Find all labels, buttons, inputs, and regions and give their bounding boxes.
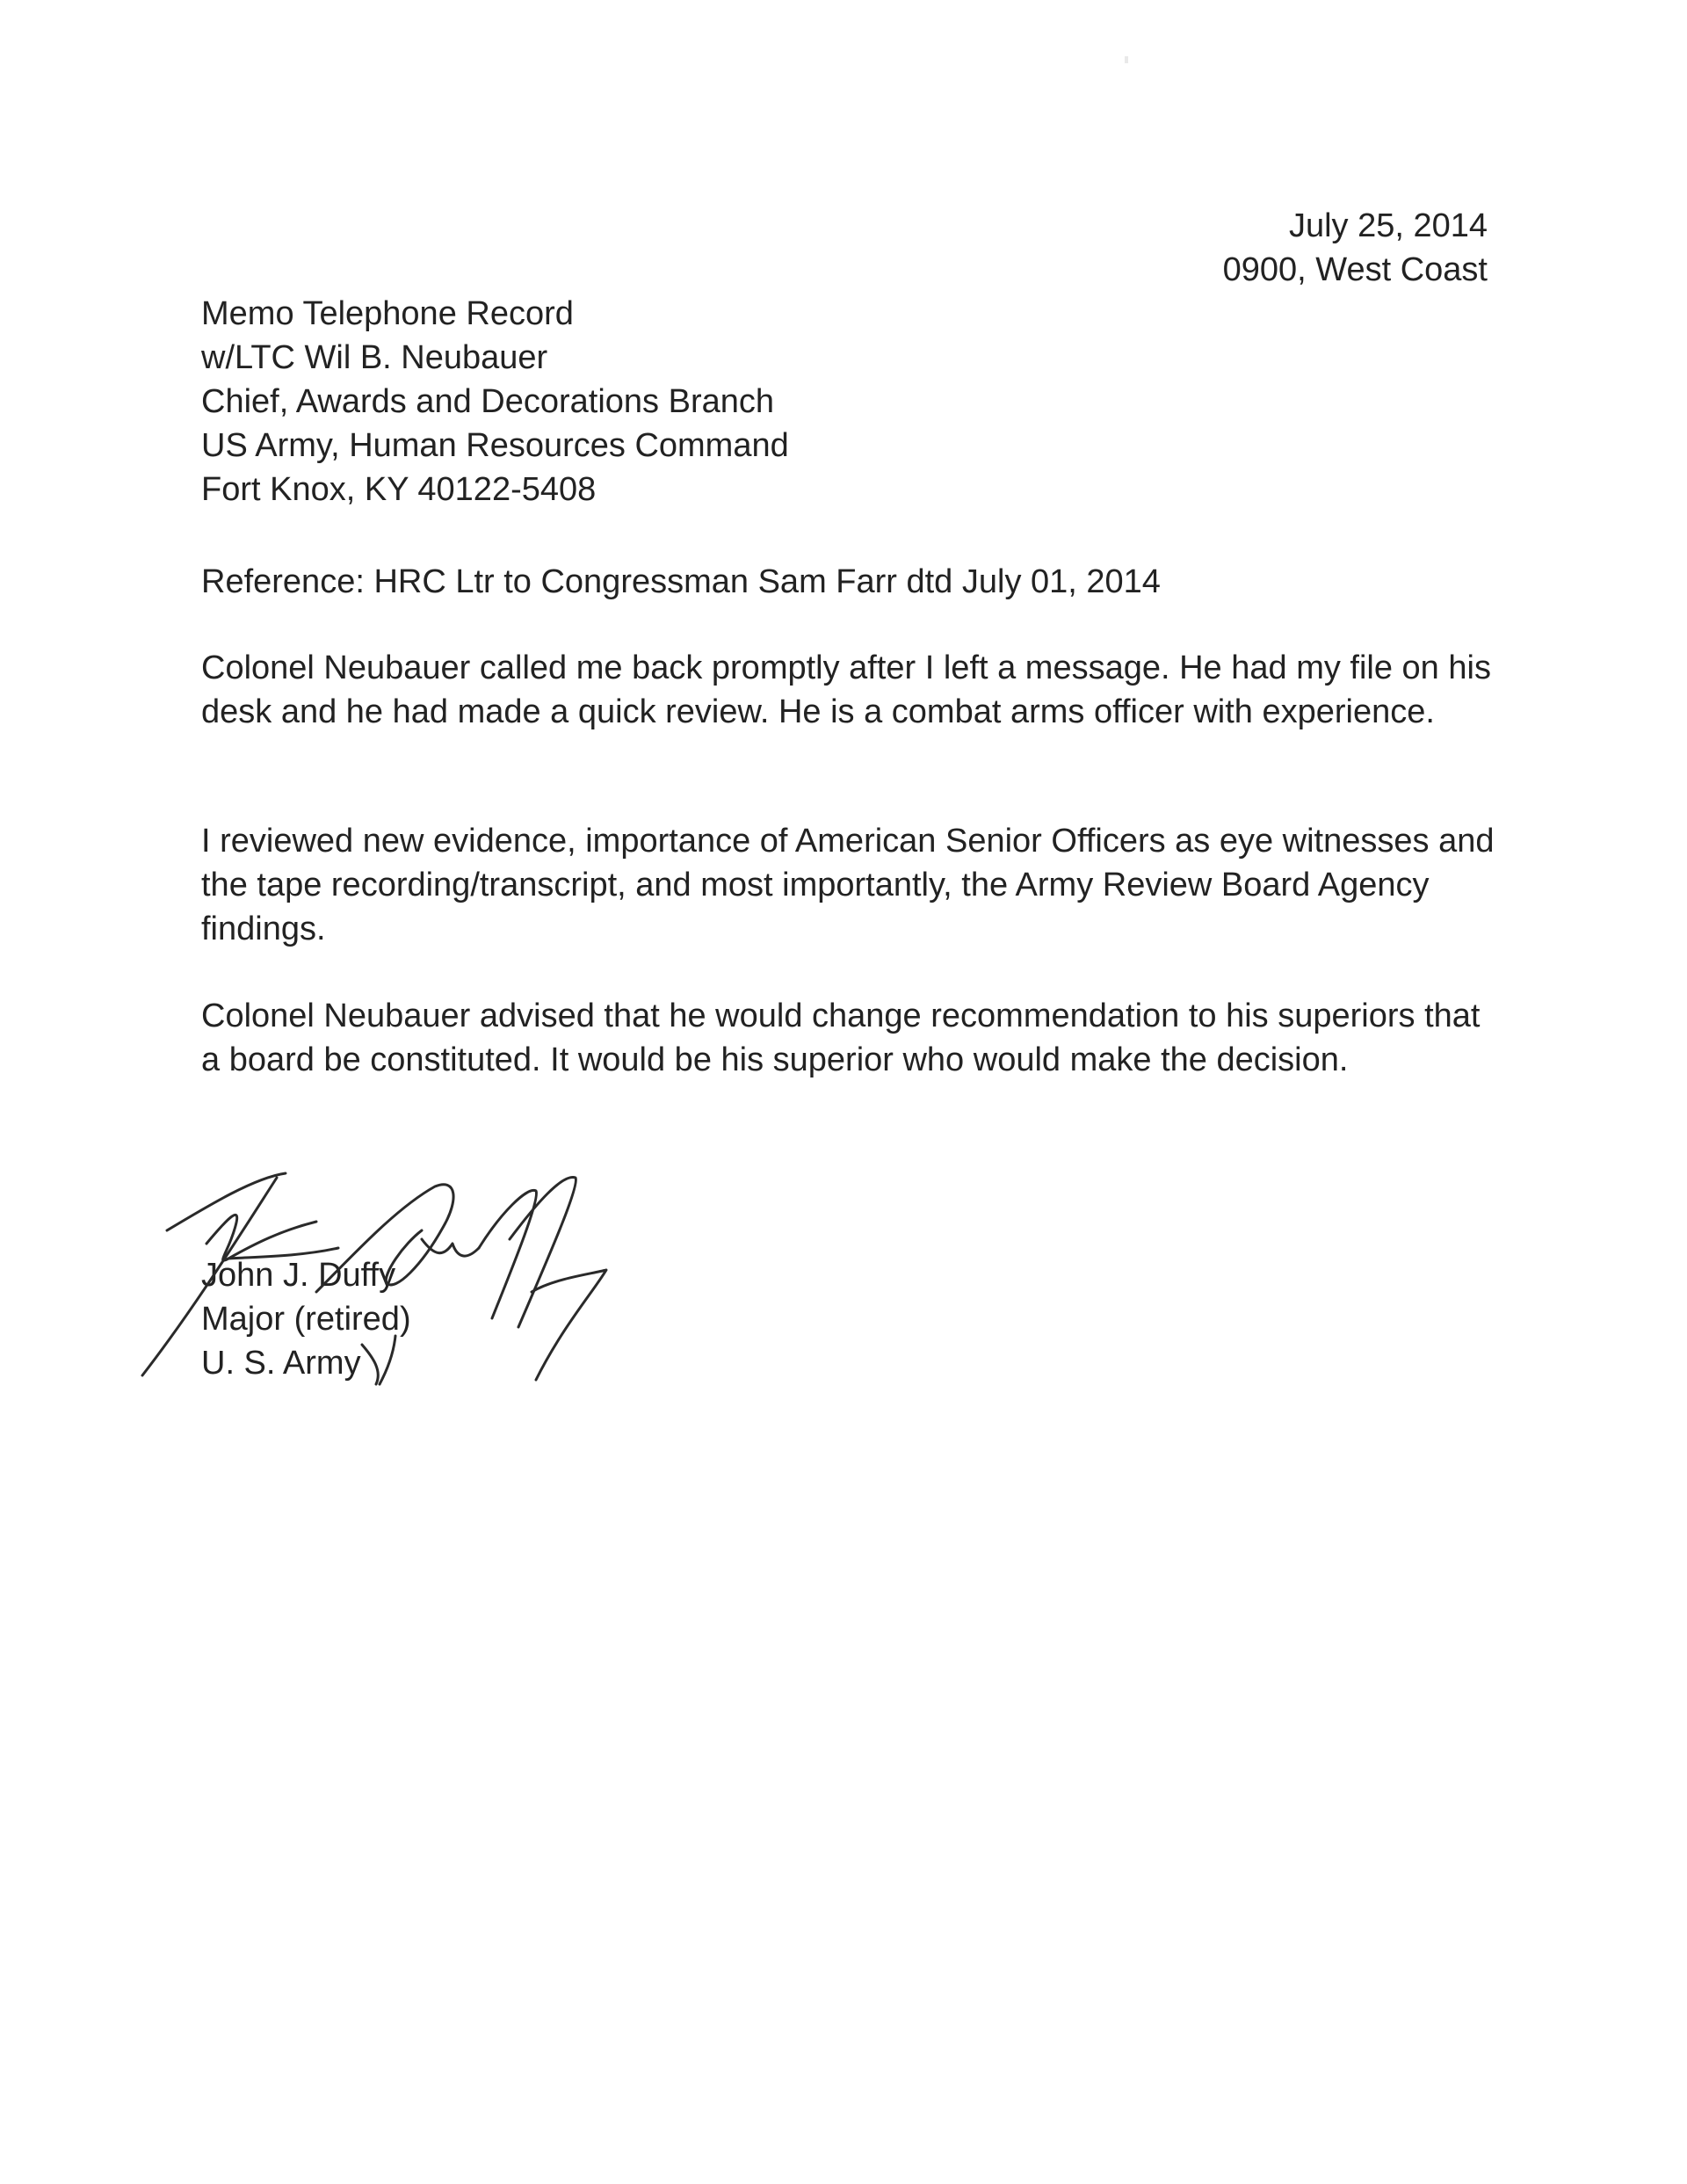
body-paragraph-1: Colonel Neubauer called me back promptly after I left a message. He had my file on his desk and he had made a quick review. He is a combat arms officer with experience. [201, 649, 1491, 730]
body-paragraph-3: Colonel Neubauer advised that he would change recommendation to his superiors that a board be constituted. It would be his superior who would make the decision. [201, 998, 1481, 1078]
address-line-position: Chief, Awards and Decorations Branch [201, 383, 774, 420]
address-line-title: Memo Telephone Record [201, 295, 574, 332]
address-block [201, 292, 789, 512]
handwritten-signature [132, 1160, 694, 1389]
signature-stroke-y [362, 1336, 395, 1384]
reference-line: Reference: HRC Ltr to Congressman Sam Farr dtd July 01, 2014 [201, 563, 1161, 600]
body-paragraph-2: I reviewed new evidence, importance of American Senior Officers as eye witnesses and the tape recording/transcript, and most importantly, the Army Review Board Agency findings. [201, 823, 1495, 947]
signature-stroke-j [142, 1173, 286, 1375]
signer-rank: Major (retired) [201, 1301, 411, 1338]
memo-date: July 25, 2014 [1288, 207, 1488, 244]
signer-branch: U. S. Army [201, 1345, 361, 1382]
signature-stroke-tail [532, 1270, 606, 1380]
scan-speck [1125, 56, 1128, 63]
signer-name: John J. Duffy [201, 1257, 396, 1294]
date-block [1223, 204, 1488, 292]
address-line-organization: US Army, Human Resources Command [201, 427, 789, 464]
signature-stroke-u [422, 1239, 479, 1256]
signature-stroke-d [316, 1185, 453, 1292]
signature-stroke-ff [479, 1178, 576, 1327]
address-line-location: Fort Knox, KY 40122-5408 [201, 471, 597, 508]
address-line-contact: w/LTC Wil B. Neubauer [201, 339, 548, 376]
memo-time-location: 0900, West Coast [1222, 251, 1488, 288]
